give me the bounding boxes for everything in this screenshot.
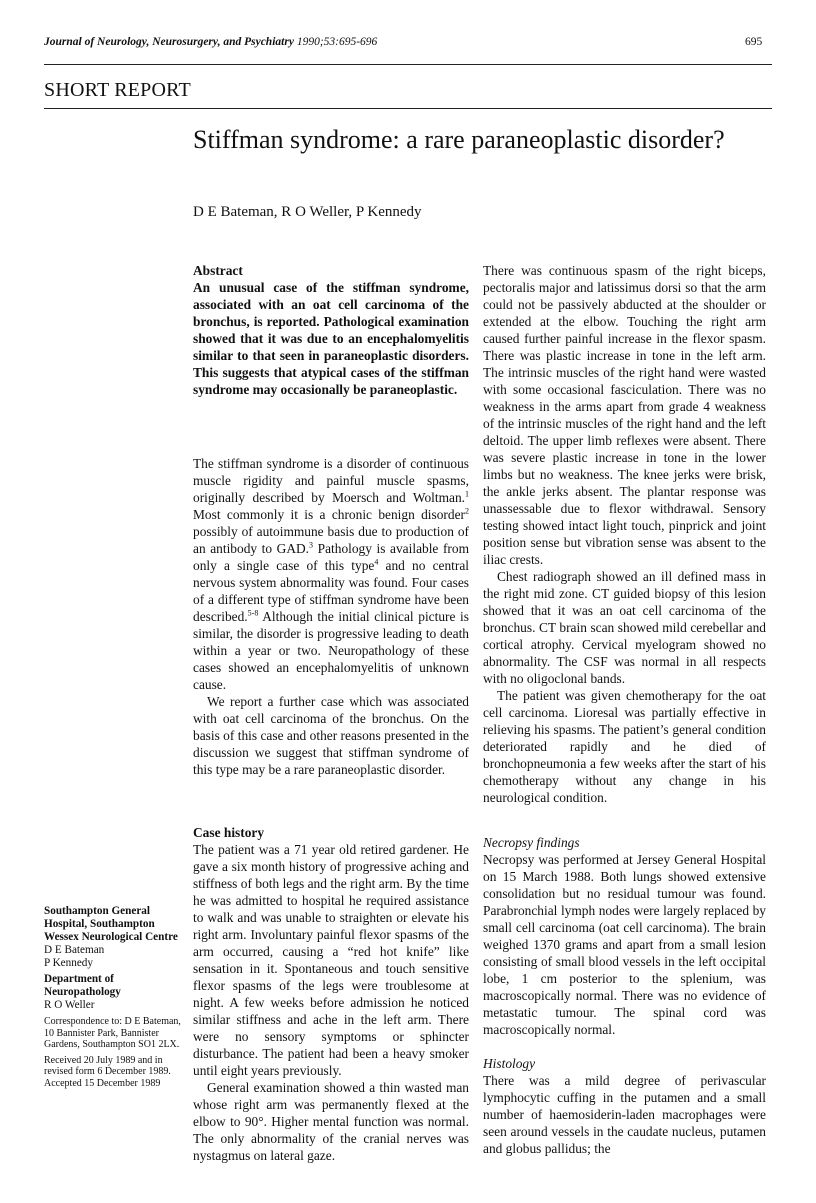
affiliations-sidebar <box>44 905 184 1089</box>
journal-name: Journal of Neurology, Neurosurgery, and Psychiatry <box>44 36 294 48</box>
case-history-heading: Case history <box>193 825 265 840</box>
necropsy-paragraph: Necropsy was performed at Jersey General Hospital on 15 March 1988. Both lungs showed extensive consolidation but no residual tumour was found. Parabronchial lymph nodes were largely replaced by small cell carcinoma (oat cell carcinoma). The brain weighed 1370 grams and apart from a small lesion consisting of small blood vessels in the left occipital lobe, 1 cm posterior to the splenium, was macroscopically normal. There was no evidence of metastatic tumour. The spinal cord was macroscopically normal. <box>483 852 766 1037</box>
article-title: Stiffman syndrome: a rare paraneoplastic disorder? <box>193 125 725 154</box>
section-rule <box>44 108 772 109</box>
affiliation-author-3: R O Weller <box>44 999 95 1011</box>
intro-paragraph-1: The stiffman syndrome is a disorder of continuous muscle rigidity and painful muscle spasms, originally described by Moersch and Woltman.$^1$ Most commonly it is a chronic benign disorder$^2$ possibly of autoimmune basis due to production of an antibody to GAD.$^3$ Pathology is available from only a single case of this type$^4$ and no central nervous system abnormality was found. Four cases of a different type of stiffman syndrome have been described.$^{5-8}$ Although the initial clinical picture is similar, the disorder is progressive leading to death within a year or two. Neuropathology of these cases showed an encephalomyelitis of unknown cause. <box>193 456 469 692</box>
correspondence: Correspondence to: D E Bateman, 10 Bannister Park, Bannister Gardens, Southampton SO1 2LX. <box>44 1016 181 1050</box>
histology-paragraph: There was a mild degree of perivascular lymphocytic cuffing in the putamen and a small number of haemosiderin-laden macrophages were seen around vessels in the caudate nucleus, putamen and globus pallidus; the <box>483 1073 766 1156</box>
spacer <box>483 1038 766 1055</box>
spacer <box>483 806 766 834</box>
affiliation-author-1: D E Bateman <box>44 944 105 956</box>
case-history-paragraph-2: General examination showed a thin wasted man whose right arm was permanently flexed at the elbow to 90°. Higher mental function was normal. The only abnormality of the cranial nerves was nystagmus on lateral gaze. <box>193 1080 469 1163</box>
header-rule <box>44 64 772 65</box>
received-date: Received 20 July 1989 and in revised form 6 December 1989. <box>44 1054 171 1077</box>
left-column <box>193 262 469 1164</box>
institution-1: Southampton General Hospital, Southampton Wessex Neurological Centre <box>44 905 178 943</box>
abstract-heading: Abstract <box>193 263 243 278</box>
case-history-paragraph-1: The patient was a 71 year old retired gardener. He gave a six month history of progressive aching and stiffness of both legs and the right arm. By the time he was admitted to hospital he required assistance to walk and was unable to straighten or elevate his right arm. Involuntary painful flexor spasms of the arm occurred, causing a “red hot knife” like sensation in it. Spontaneous and touch sensitive flexor spasms of the legs were troublesome at night. A few weeks before admission he noticed similar stiffness and ache in the left arm. There were no sensory symptoms or sphincter disturbance. The patient had been a heavy smoker until eight years previously. <box>193 842 469 1078</box>
intro-paragraph-2: We report a further case which was associated with oat cell carcinoma of the bronchus. On the basis of this case and other reasons presented in the discussion we suggest that stiffman syndrome of this type may be a rare paraneoplastic disorder. <box>193 694 469 777</box>
page-number: 695 <box>745 36 763 48</box>
article-authors: D E Bateman, R O Weller, P Kennedy <box>193 204 422 220</box>
section-label: SHORT REPORT <box>44 79 191 101</box>
histology-heading: Histology <box>483 1056 536 1071</box>
abstract-text: An unusual case of the stiffman syndrome, associated with an oat cell carcinoma of the bronchus, is reported. Pathological examination showed that it was due to an encephalomyelitis similar to that seen in paraneoplastic disorders. This suggests that atypical cases of the stiffman syndrome may occasionally be paraneoplastic. <box>193 280 469 397</box>
spacer <box>193 398 469 455</box>
institution-2: Department of Neuropathology <box>44 973 121 998</box>
necropsy-heading: Necropsy findings <box>483 835 580 850</box>
treatment-paragraph: The patient was given chemotherapy for the oat cell carcinoma. Lioresal was partially effective in relieving his spasms. The patient’s general condition deteriorated rapidly and he died of bronchopneumonia a few weeks after the start of his chemotherapy without any change in his neurological condition. <box>483 688 766 805</box>
running-header <box>44 36 377 48</box>
accepted-date: Accepted 15 December 1989 <box>44 1077 161 1089</box>
affiliation-author-2: P Kennedy <box>44 957 93 969</box>
investigations-paragraph: Chest radiograph showed an ill defined mass in the right mid zone. CT guided biopsy of this lesion showed that it was an oat cell carcinoma of the bronchus. CT brain scan showed mild cerebellar and cortical atrophy. Cervical myelogram showed no abnormality. The CSF was normal in all respects with no oligoclonal bands. <box>483 569 766 686</box>
spacer <box>193 778 469 824</box>
exam-paragraph: There was continuous spasm of the right biceps, pectoralis major and latissimus dorsi so that the arm could not be passively abducted at the shoulder or extended at the elbow. Touching the right arm caused further painful increase in the flexor spasm. There was plastic increase in tone in the left arm. The intrinsic muscles of the right hand were wasted with some occasional fasciculation. There was no weakness in the arms apart from grade 4 weakness of the intrinsic muscles of the right hand and the left deltoid. The upper limb reflexes were absent. There was severe plastic increase in tone in the lower limbs but no weakness. The knee jerks were brisk, the ankle jerks absent. The plantar response was unassessable due to flexor withdrawal. Sensory testing showed intact light touch, pinprick and joint position sense but vibration sense was absent to the iliac crests. <box>483 263 766 567</box>
citation: 1990;53:695-696 <box>296 36 378 48</box>
right-column <box>483 262 766 1157</box>
